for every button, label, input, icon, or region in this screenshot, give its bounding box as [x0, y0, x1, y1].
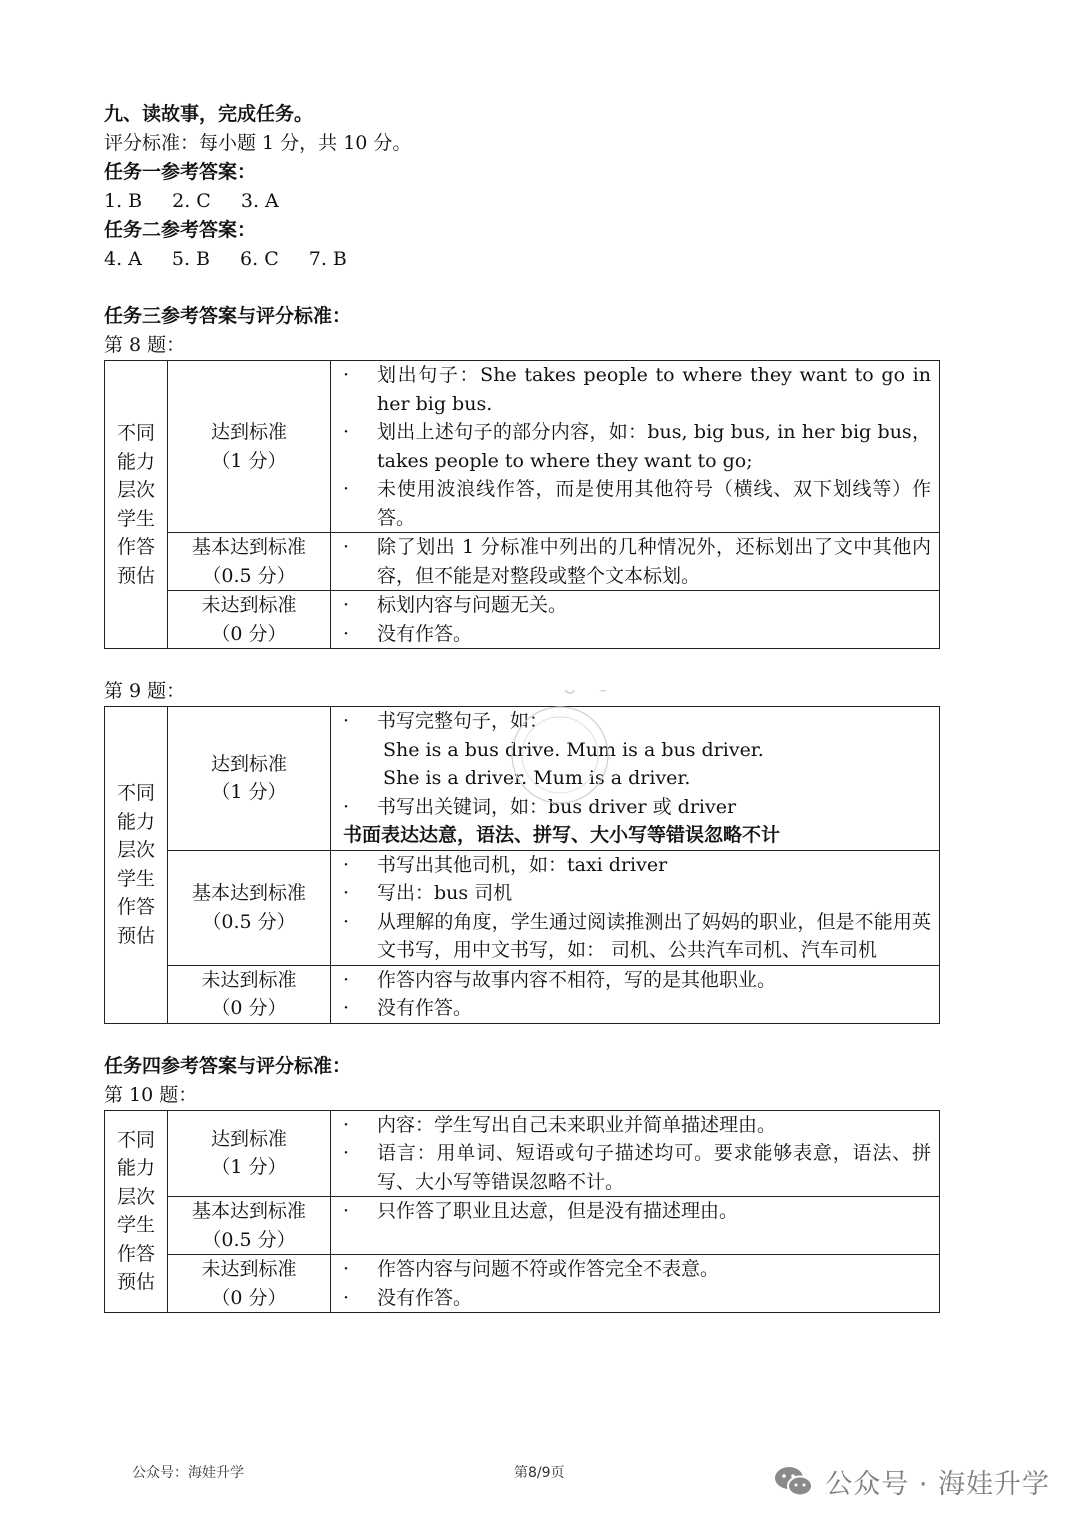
level-name: 基本达到标准	[191, 536, 306, 558]
ability-text: 学生	[116, 507, 155, 530]
bullet-dot: ·	[343, 536, 350, 558]
ability-text: 作答	[116, 536, 155, 558]
level-cell	[168, 361, 331, 533]
level-cell	[168, 850, 331, 965]
ability-text: 层次	[116, 839, 155, 862]
criteria-cell	[331, 965, 940, 1023]
bullet-text: 作答内容与问题不符或作答完全不表意。	[377, 1258, 720, 1280]
level-score: （0.5 分）	[202, 564, 296, 587]
bullet-dot: ·	[343, 622, 350, 645]
task2-answers	[104, 245, 940, 274]
bullet-dot: ·	[343, 882, 350, 904]
bullet-dot: ·	[343, 795, 350, 818]
task1-heading: 任务一参考答案：	[104, 161, 257, 183]
bullet-item	[337, 908, 931, 965]
bullet-dot: ·	[343, 997, 350, 1019]
bullet-item	[337, 1284, 931, 1313]
page-number: 第8/9页	[514, 1465, 565, 1481]
level-cell	[168, 533, 331, 591]
table-row	[105, 1110, 940, 1197]
criteria-cell	[331, 1110, 940, 1197]
bullet-text: 没有作答。	[377, 1286, 473, 1309]
answer-item: 2. C	[172, 190, 211, 212]
level-name: 基本达到标准	[191, 1200, 306, 1222]
level-cell	[168, 1197, 331, 1255]
bullet-dot: ·	[343, 968, 350, 991]
bullet-text: 没有作答。	[377, 997, 473, 1019]
bullet-text: 写出：bus 司机	[377, 882, 513, 904]
ability-text: 不同	[116, 782, 155, 805]
bullet-item	[337, 707, 931, 736]
bullet-dot: ·	[343, 1142, 350, 1164]
grading-note: 书面表达达意，语法、拼写、大小写等错误忽略不计	[343, 824, 781, 846]
ability-text: 不同	[116, 1128, 155, 1151]
watermark-text: 公众号 · 海娃升学	[825, 1469, 1050, 1500]
ability-text: 能力	[116, 810, 155, 833]
level-cell	[168, 1255, 331, 1313]
example-sentence: She is a driver. Mum is a driver.	[383, 767, 691, 789]
criteria-cell	[331, 707, 940, 851]
criteria-cell	[331, 850, 940, 965]
level-name: 未达到标准	[201, 1258, 297, 1280]
ability-text: 能力	[116, 1157, 155, 1180]
bullet-dot: ·	[343, 910, 350, 933]
bullet-dot: ·	[343, 478, 350, 500]
bullet-text: 只作答了职业且达意，但是没有描述理由。	[377, 1200, 739, 1222]
ability-text: 作答	[116, 896, 155, 919]
bullet-text: 除了划出 1 分标准中列出的几种情况外，还标划出了文中其他内容，但不能是对整段或整个文本标划。	[377, 536, 931, 587]
level-score: （0 分）	[211, 1286, 287, 1309]
scoring-note: 评分标准：每小题 1 分，共 10 分。	[104, 132, 412, 154]
table-row	[105, 850, 940, 965]
bullet-dot: ·	[343, 710, 350, 732]
ability-text: 学生	[116, 1214, 155, 1237]
bullet-text: 书写出其他司机，如：taxi driver	[377, 853, 668, 876]
level-name: 达到标准	[210, 421, 287, 443]
section-title: 九、读故事，完成任务。	[104, 103, 314, 125]
bullet-dot: ·	[343, 1258, 350, 1280]
table-row	[105, 591, 940, 649]
level-score: （0.5 分）	[202, 1228, 296, 1251]
bullet-text: 标划内容与问题无关。	[377, 594, 568, 616]
ability-text: 学生	[116, 867, 155, 890]
level-cell	[168, 591, 331, 649]
ability-text: 能力	[116, 450, 155, 473]
bullet-text: 划出上述句子的部分内容，如：bus, big bus, in her big bus，takes people to where they want to go;	[377, 421, 931, 472]
bullet-dot: ·	[343, 364, 350, 386]
answer-item: 5. B	[171, 248, 211, 270]
bullet-item	[337, 966, 931, 995]
bullet-dot: ·	[343, 1286, 350, 1309]
task2-heading: 任务二参考答案：	[104, 219, 257, 241]
level-score: （1 分）	[211, 781, 287, 804]
q9-label: 第 9 题：	[104, 680, 186, 702]
bullet-item	[337, 879, 931, 908]
bullet-text: 书写完整句子，如：	[377, 710, 549, 732]
bullet-item	[337, 620, 931, 649]
criteria-cell	[331, 1197, 940, 1255]
task3-heading: 任务三参考答案与评分标准：	[104, 305, 352, 327]
level-name: 基本达到标准	[191, 882, 306, 904]
bullet-text: 语言：用单词、短语或句子描述均可。要求能够表意，语法、拼写、大小写等错误忽略不计。	[377, 1142, 931, 1193]
level-name: 未达到标准	[201, 594, 297, 616]
bullet-item	[337, 1111, 931, 1140]
task1-answers	[104, 187, 940, 216]
table-row	[105, 1197, 940, 1255]
ability-text: 预估	[116, 564, 155, 587]
ability-text: 层次	[116, 1185, 155, 1208]
table-row	[105, 533, 940, 591]
bullet-text: 内容：学生写出自己未来职业并简单描述理由。	[377, 1113, 777, 1136]
bullet-item	[337, 851, 931, 880]
bullet-dot: ·	[343, 594, 350, 616]
ability-text: 预估	[116, 924, 155, 947]
level-score: （1 分）	[211, 449, 287, 472]
bullet-dot: ·	[343, 853, 350, 876]
level-name: 未达到标准	[201, 968, 297, 991]
level-score: （0.5 分）	[202, 910, 296, 933]
bullet-dot: ·	[343, 1200, 350, 1222]
ability-text: 作答	[116, 1242, 155, 1265]
ability-cell	[105, 707, 168, 1024]
example-sentence: She is a bus drive. Mum is a bus driver.	[383, 738, 764, 761]
level-name: 达到标准	[210, 1127, 287, 1150]
answer-item: 3. A	[240, 190, 279, 212]
table-row	[105, 965, 940, 1023]
bullet-text: 未使用波浪线作答，而是使用其他符号（横线、双下划线等）作答。	[377, 478, 931, 529]
bullet-item	[337, 533, 931, 590]
bullet-text: 作答内容与故事内容不相符，写的是其他职业。	[377, 968, 777, 991]
bullet-item	[337, 1197, 931, 1226]
wechat-watermark	[773, 1462, 1050, 1501]
faint-stamp-watermark	[505, 690, 615, 820]
level-cell	[168, 965, 331, 1023]
level-score: （0 分）	[211, 622, 287, 645]
bullet-dot: ·	[343, 1113, 350, 1136]
ability-text: 层次	[116, 479, 155, 501]
bullet-item	[337, 418, 931, 475]
bullet-text: 没有作答。	[377, 622, 473, 645]
criteria-cell	[331, 591, 940, 649]
criteria-cell	[331, 1255, 940, 1313]
wechat-icon	[773, 1464, 815, 1500]
table-row	[105, 361, 940, 533]
level-score: （0 分）	[211, 997, 287, 1019]
answer-item: 7. B	[308, 248, 347, 270]
bullet-item	[337, 793, 931, 822]
bullet-item	[337, 1139, 931, 1196]
q8-label: 第 8 题：	[104, 334, 186, 356]
answer-item: 1. B	[104, 190, 143, 212]
criteria-cell	[331, 533, 940, 591]
footer-account: 公众号：海娃升学	[132, 1465, 244, 1481]
task4-heading: 任务四参考答案与评分标准：	[104, 1054, 352, 1077]
bullet-item	[337, 591, 931, 620]
answer-item: 6. C	[240, 248, 279, 270]
bullet-dot: ·	[343, 421, 350, 443]
bullet-text: 划出句子：She takes people to where they want to go in her big bus.	[377, 364, 931, 415]
ability-text: 预估	[116, 1271, 155, 1294]
bullet-item	[337, 361, 931, 418]
ability-cell	[105, 1110, 168, 1313]
ability-text: 不同	[116, 422, 155, 444]
q10-rubric-table	[104, 1110, 940, 1314]
level-name: 达到标准	[210, 752, 287, 775]
bullet-item	[337, 1255, 931, 1284]
q8-rubric-table	[104, 360, 940, 649]
bullet-item	[337, 475, 931, 532]
bullet-item	[337, 994, 931, 1023]
level-cell	[168, 707, 331, 851]
ability-cell	[105, 361, 168, 649]
bullet-text: 从理解的角度，学生通过阅读推测出了妈妈的职业，但是不能用英文书写，用中文书写，如： 司机、公共汽车司机、汽车司机	[377, 910, 931, 961]
table-row	[105, 1255, 940, 1313]
criteria-cell	[331, 361, 940, 533]
bullet-text: 书写出关键词，如：bus driver 或 driver	[377, 795, 737, 818]
q10-label: 第 10 题：	[104, 1083, 198, 1106]
level-cell	[168, 1110, 331, 1197]
level-score: （1 分）	[211, 1156, 287, 1179]
answer-item: 4. A	[104, 248, 142, 270]
